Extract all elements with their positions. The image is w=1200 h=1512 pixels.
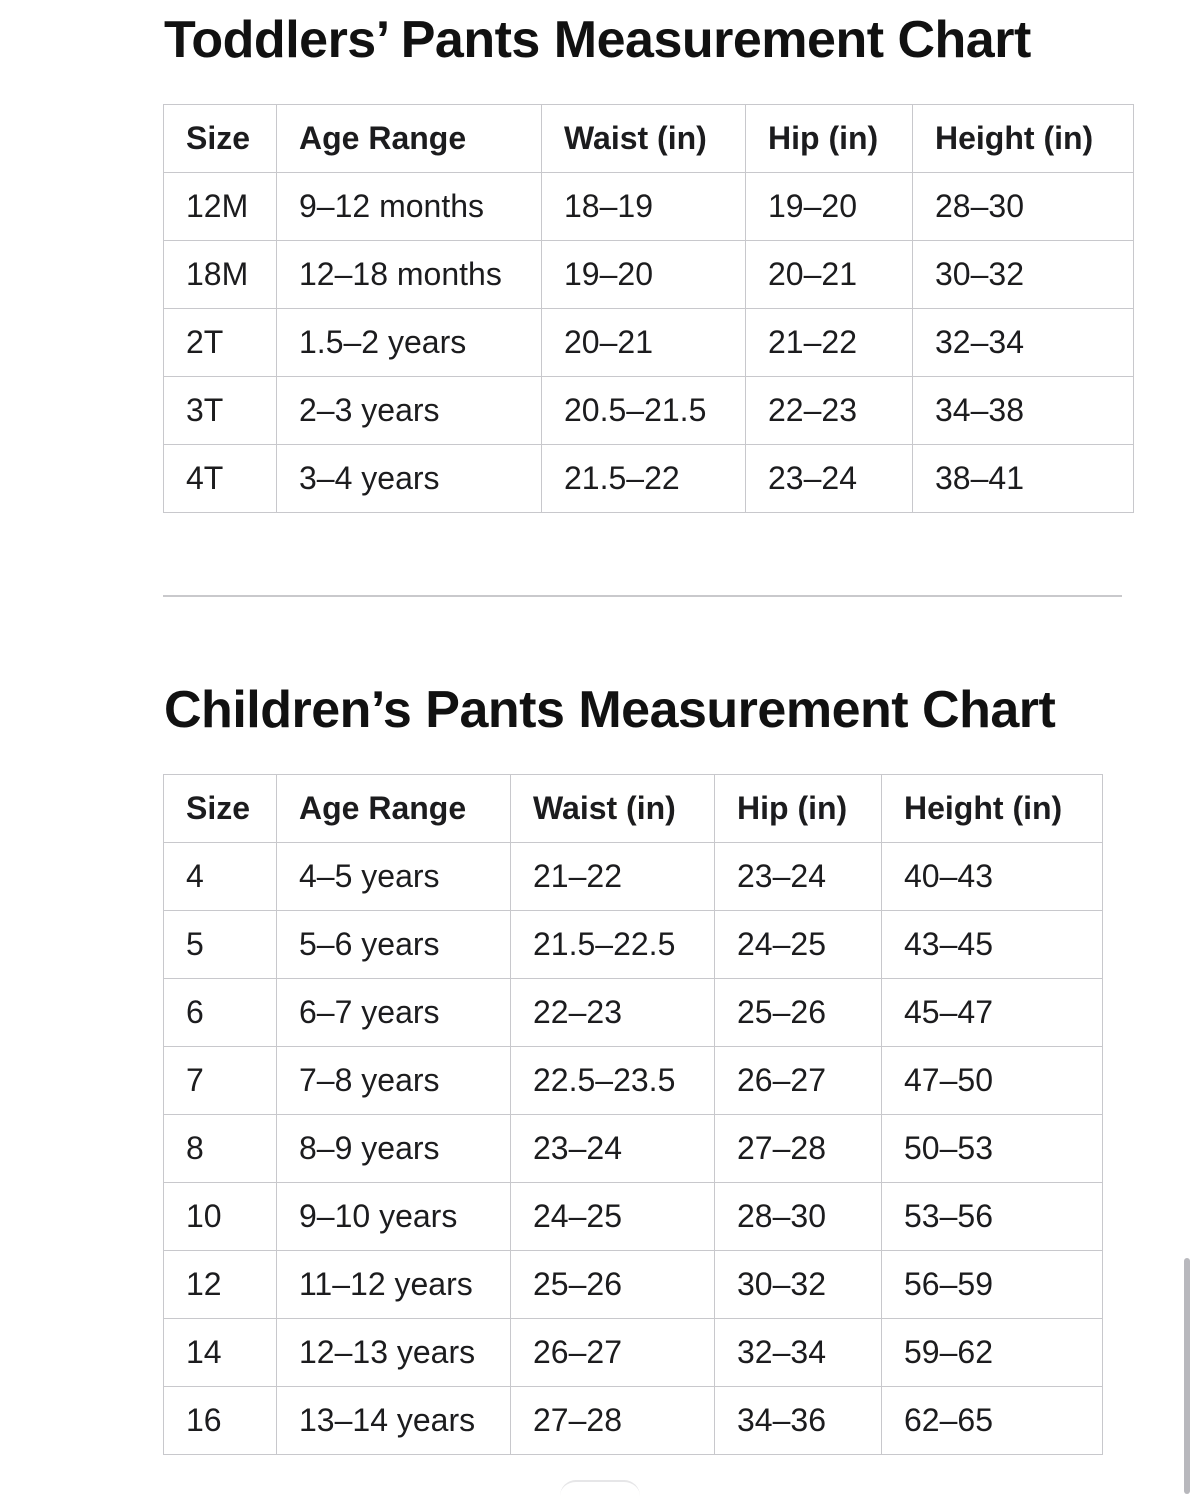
cell-size: 7 [164, 1047, 277, 1115]
table-row [164, 377, 1134, 445]
column-header-size: Size [164, 775, 277, 843]
cell-size: 14 [164, 1319, 277, 1387]
table-row [164, 241, 1134, 309]
cell-height: 43–45 [882, 911, 1103, 979]
children-chart-title: Children’s Pants Measurement Chart [164, 681, 1056, 739]
cell-size: 4T [164, 445, 277, 513]
cell-height: 59–62 [882, 1319, 1103, 1387]
table-row [164, 1387, 1103, 1455]
column-header-hip: Hip (in) [746, 105, 913, 173]
toddlers-measurement-table [163, 104, 1134, 513]
cell-hip: 30–32 [715, 1251, 882, 1319]
column-header-hip: Hip (in) [715, 775, 882, 843]
table-row [164, 1183, 1103, 1251]
cell-size: 2T [164, 309, 277, 377]
table-row [164, 1251, 1103, 1319]
cell-height: 28–30 [913, 173, 1134, 241]
column-header-age-range: Age Range [277, 105, 542, 173]
cell-height: 38–41 [913, 445, 1134, 513]
cell-waist: 19–20 [542, 241, 746, 309]
cell-size: 8 [164, 1115, 277, 1183]
cell-age-range: 13–14 years [277, 1387, 511, 1455]
column-header-age-range: Age Range [277, 775, 511, 843]
cell-height: 45–47 [882, 979, 1103, 1047]
cell-age-range: 7–8 years [277, 1047, 511, 1115]
cell-hip: 28–30 [715, 1183, 882, 1251]
cell-size: 18M [164, 241, 277, 309]
cell-waist: 21–22 [511, 843, 715, 911]
cell-height: 47–50 [882, 1047, 1103, 1115]
cell-size: 12M [164, 173, 277, 241]
table-row [164, 1047, 1103, 1115]
cell-hip: 21–22 [746, 309, 913, 377]
cell-size: 4 [164, 843, 277, 911]
cell-height: 56–59 [882, 1251, 1103, 1319]
cell-age-range: 4–5 years [277, 843, 511, 911]
cell-waist: 21.5–22 [542, 445, 746, 513]
cell-size: 16 [164, 1387, 277, 1455]
scroll-to-top-handle[interactable] [560, 1480, 640, 1512]
cell-waist: 20.5–21.5 [542, 377, 746, 445]
cell-hip: 23–24 [746, 445, 913, 513]
cell-height: 40–43 [882, 843, 1103, 911]
table-row [164, 843, 1103, 911]
table-row [164, 173, 1134, 241]
cell-hip: 34–36 [715, 1387, 882, 1455]
cell-age-range: 12–13 years [277, 1319, 511, 1387]
table-row [164, 445, 1134, 513]
table-header-row [164, 775, 1103, 843]
cell-waist: 20–21 [542, 309, 746, 377]
column-header-height: Height (in) [882, 775, 1103, 843]
section-divider [163, 595, 1122, 597]
cell-age-range: 5–6 years [277, 911, 511, 979]
cell-waist: 26–27 [511, 1319, 715, 1387]
cell-age-range: 2–3 years [277, 377, 542, 445]
cell-waist: 24–25 [511, 1183, 715, 1251]
cell-height: 53–56 [882, 1183, 1103, 1251]
column-header-size: Size [164, 105, 277, 173]
children-measurement-table [163, 774, 1103, 1455]
cell-size: 12 [164, 1251, 277, 1319]
cell-waist: 25–26 [511, 1251, 715, 1319]
table-row [164, 1319, 1103, 1387]
cell-size: 5 [164, 911, 277, 979]
cell-height: 32–34 [913, 309, 1134, 377]
table-row [164, 979, 1103, 1047]
cell-waist: 18–19 [542, 173, 746, 241]
cell-waist: 21.5–22.5 [511, 911, 715, 979]
cell-age-range: 1.5–2 years [277, 309, 542, 377]
cell-hip: 23–24 [715, 843, 882, 911]
vertical-scrollbar[interactable] [1184, 1258, 1190, 1494]
cell-age-range: 3–4 years [277, 445, 542, 513]
cell-age-range: 11–12 years [277, 1251, 511, 1319]
cell-height: 62–65 [882, 1387, 1103, 1455]
cell-hip: 24–25 [715, 911, 882, 979]
table-row [164, 309, 1134, 377]
cell-age-range: 12–18 months [277, 241, 542, 309]
column-header-waist: Waist (in) [542, 105, 746, 173]
toddlers-chart-title: Toddlers’ Pants Measurement Chart [164, 11, 1031, 69]
table-row [164, 1115, 1103, 1183]
cell-age-range: 8–9 years [277, 1115, 511, 1183]
cell-waist: 27–28 [511, 1387, 715, 1455]
cell-hip: 20–21 [746, 241, 913, 309]
cell-hip: 27–28 [715, 1115, 882, 1183]
cell-height: 50–53 [882, 1115, 1103, 1183]
cell-size: 10 [164, 1183, 277, 1251]
column-header-height: Height (in) [913, 105, 1134, 173]
cell-age-range: 6–7 years [277, 979, 511, 1047]
cell-height: 30–32 [913, 241, 1134, 309]
cell-waist: 22–23 [511, 979, 715, 1047]
cell-hip: 22–23 [746, 377, 913, 445]
table-header-row [164, 105, 1134, 173]
cell-waist: 22.5–23.5 [511, 1047, 715, 1115]
cell-age-range: 9–10 years [277, 1183, 511, 1251]
cell-age-range: 9–12 months [277, 173, 542, 241]
cell-waist: 23–24 [511, 1115, 715, 1183]
cell-hip: 32–34 [715, 1319, 882, 1387]
column-header-waist: Waist (in) [511, 775, 715, 843]
cell-height: 34–38 [913, 377, 1134, 445]
table-row [164, 911, 1103, 979]
cell-size: 6 [164, 979, 277, 1047]
cell-hip: 26–27 [715, 1047, 882, 1115]
cell-hip: 25–26 [715, 979, 882, 1047]
cell-hip: 19–20 [746, 173, 913, 241]
cell-size: 3T [164, 377, 277, 445]
